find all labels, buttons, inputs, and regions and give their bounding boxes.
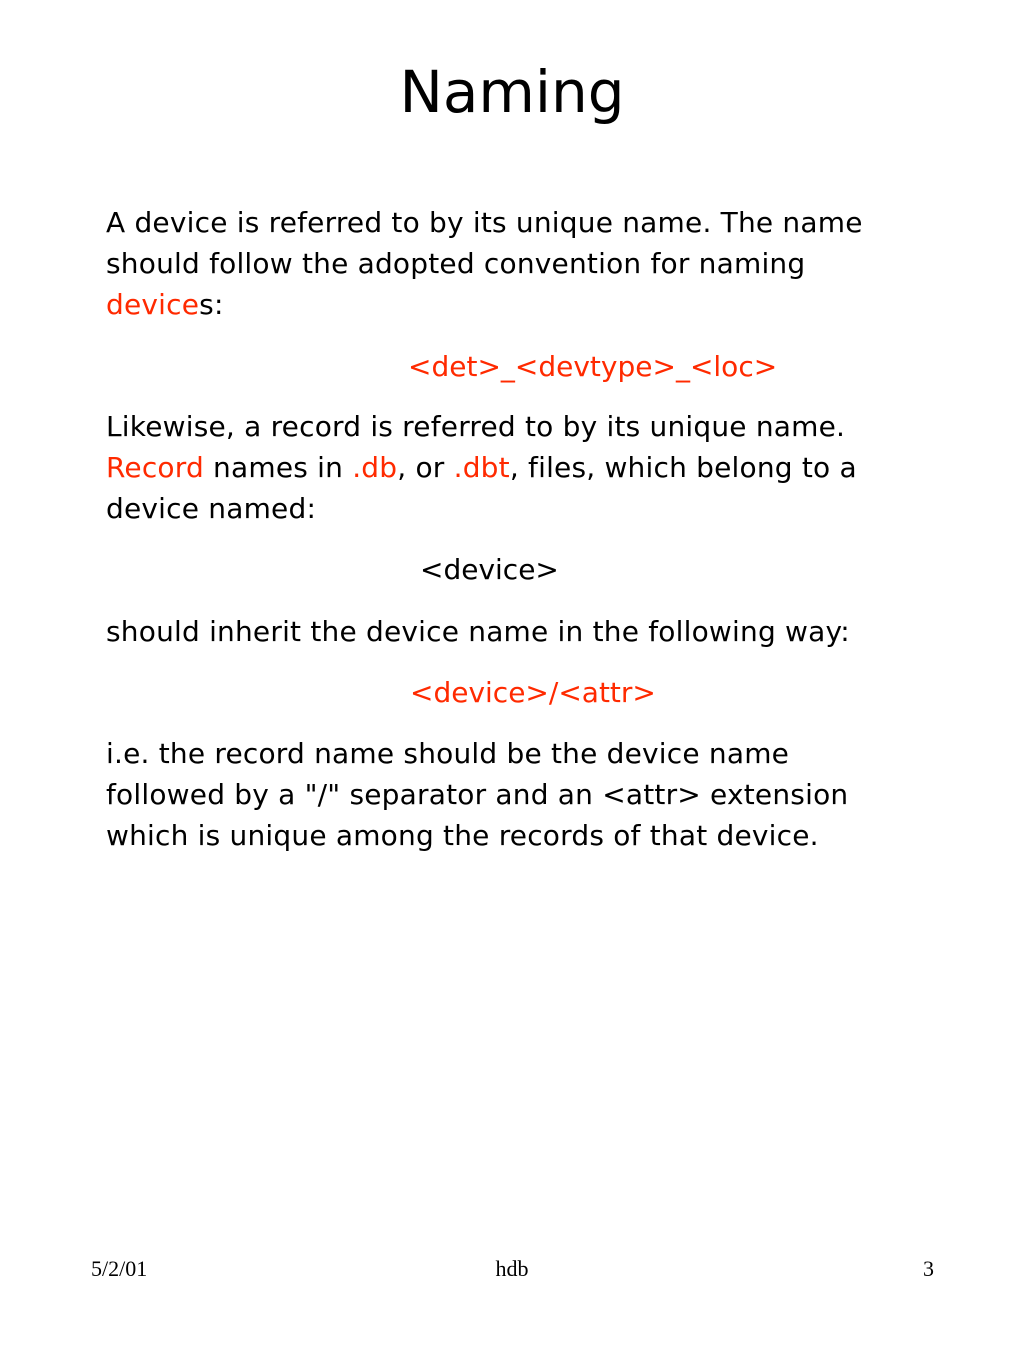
text-line: should inherit the device name in the following way: — [106, 615, 850, 648]
slide-title: Naming — [399, 58, 625, 126]
paragraph-device-naming — [106, 202, 966, 325]
text-line — [106, 284, 966, 325]
device-placeholder: <device> — [420, 553, 559, 586]
text-line — [106, 447, 966, 488]
text-fragment: , files, which belong to a — [509, 451, 857, 484]
paragraph-inherit — [106, 611, 966, 652]
text-fragment: s: — [199, 288, 224, 321]
page-number: 3 — [923, 1256, 934, 1281]
highlight-dbt: .dbt — [453, 451, 510, 484]
device-name-format: <det>_<devtype>_<loc> — [408, 350, 778, 383]
highlight-device: device — [106, 288, 200, 321]
footer-title: hdb — [495, 1256, 529, 1281]
text-line: should follow the adopted convention for naming — [106, 247, 806, 280]
text-fragment: names in — [203, 451, 353, 484]
paragraph-explanation — [106, 733, 966, 856]
paragraph-record-naming — [106, 406, 966, 529]
record-name-format: <device>/<attr> — [410, 676, 656, 709]
highlight-record: Record — [106, 451, 204, 484]
text-fragment: , or — [397, 451, 454, 484]
text-line: which is unique among the records of that device. — [106, 819, 819, 852]
footer-date: 5/2/01 — [91, 1256, 148, 1281]
text-line: i.e. the record name should be the device name — [106, 737, 790, 770]
text-line: A device is referred to by its unique name. The name — [106, 206, 863, 239]
text-line: followed by a "/" separator and an <attr> extension — [106, 778, 849, 811]
text-line: Likewise, a record is referred to by its unique name. — [106, 410, 846, 443]
text-line: device named: — [106, 492, 317, 525]
highlight-db: .db — [352, 451, 398, 484]
